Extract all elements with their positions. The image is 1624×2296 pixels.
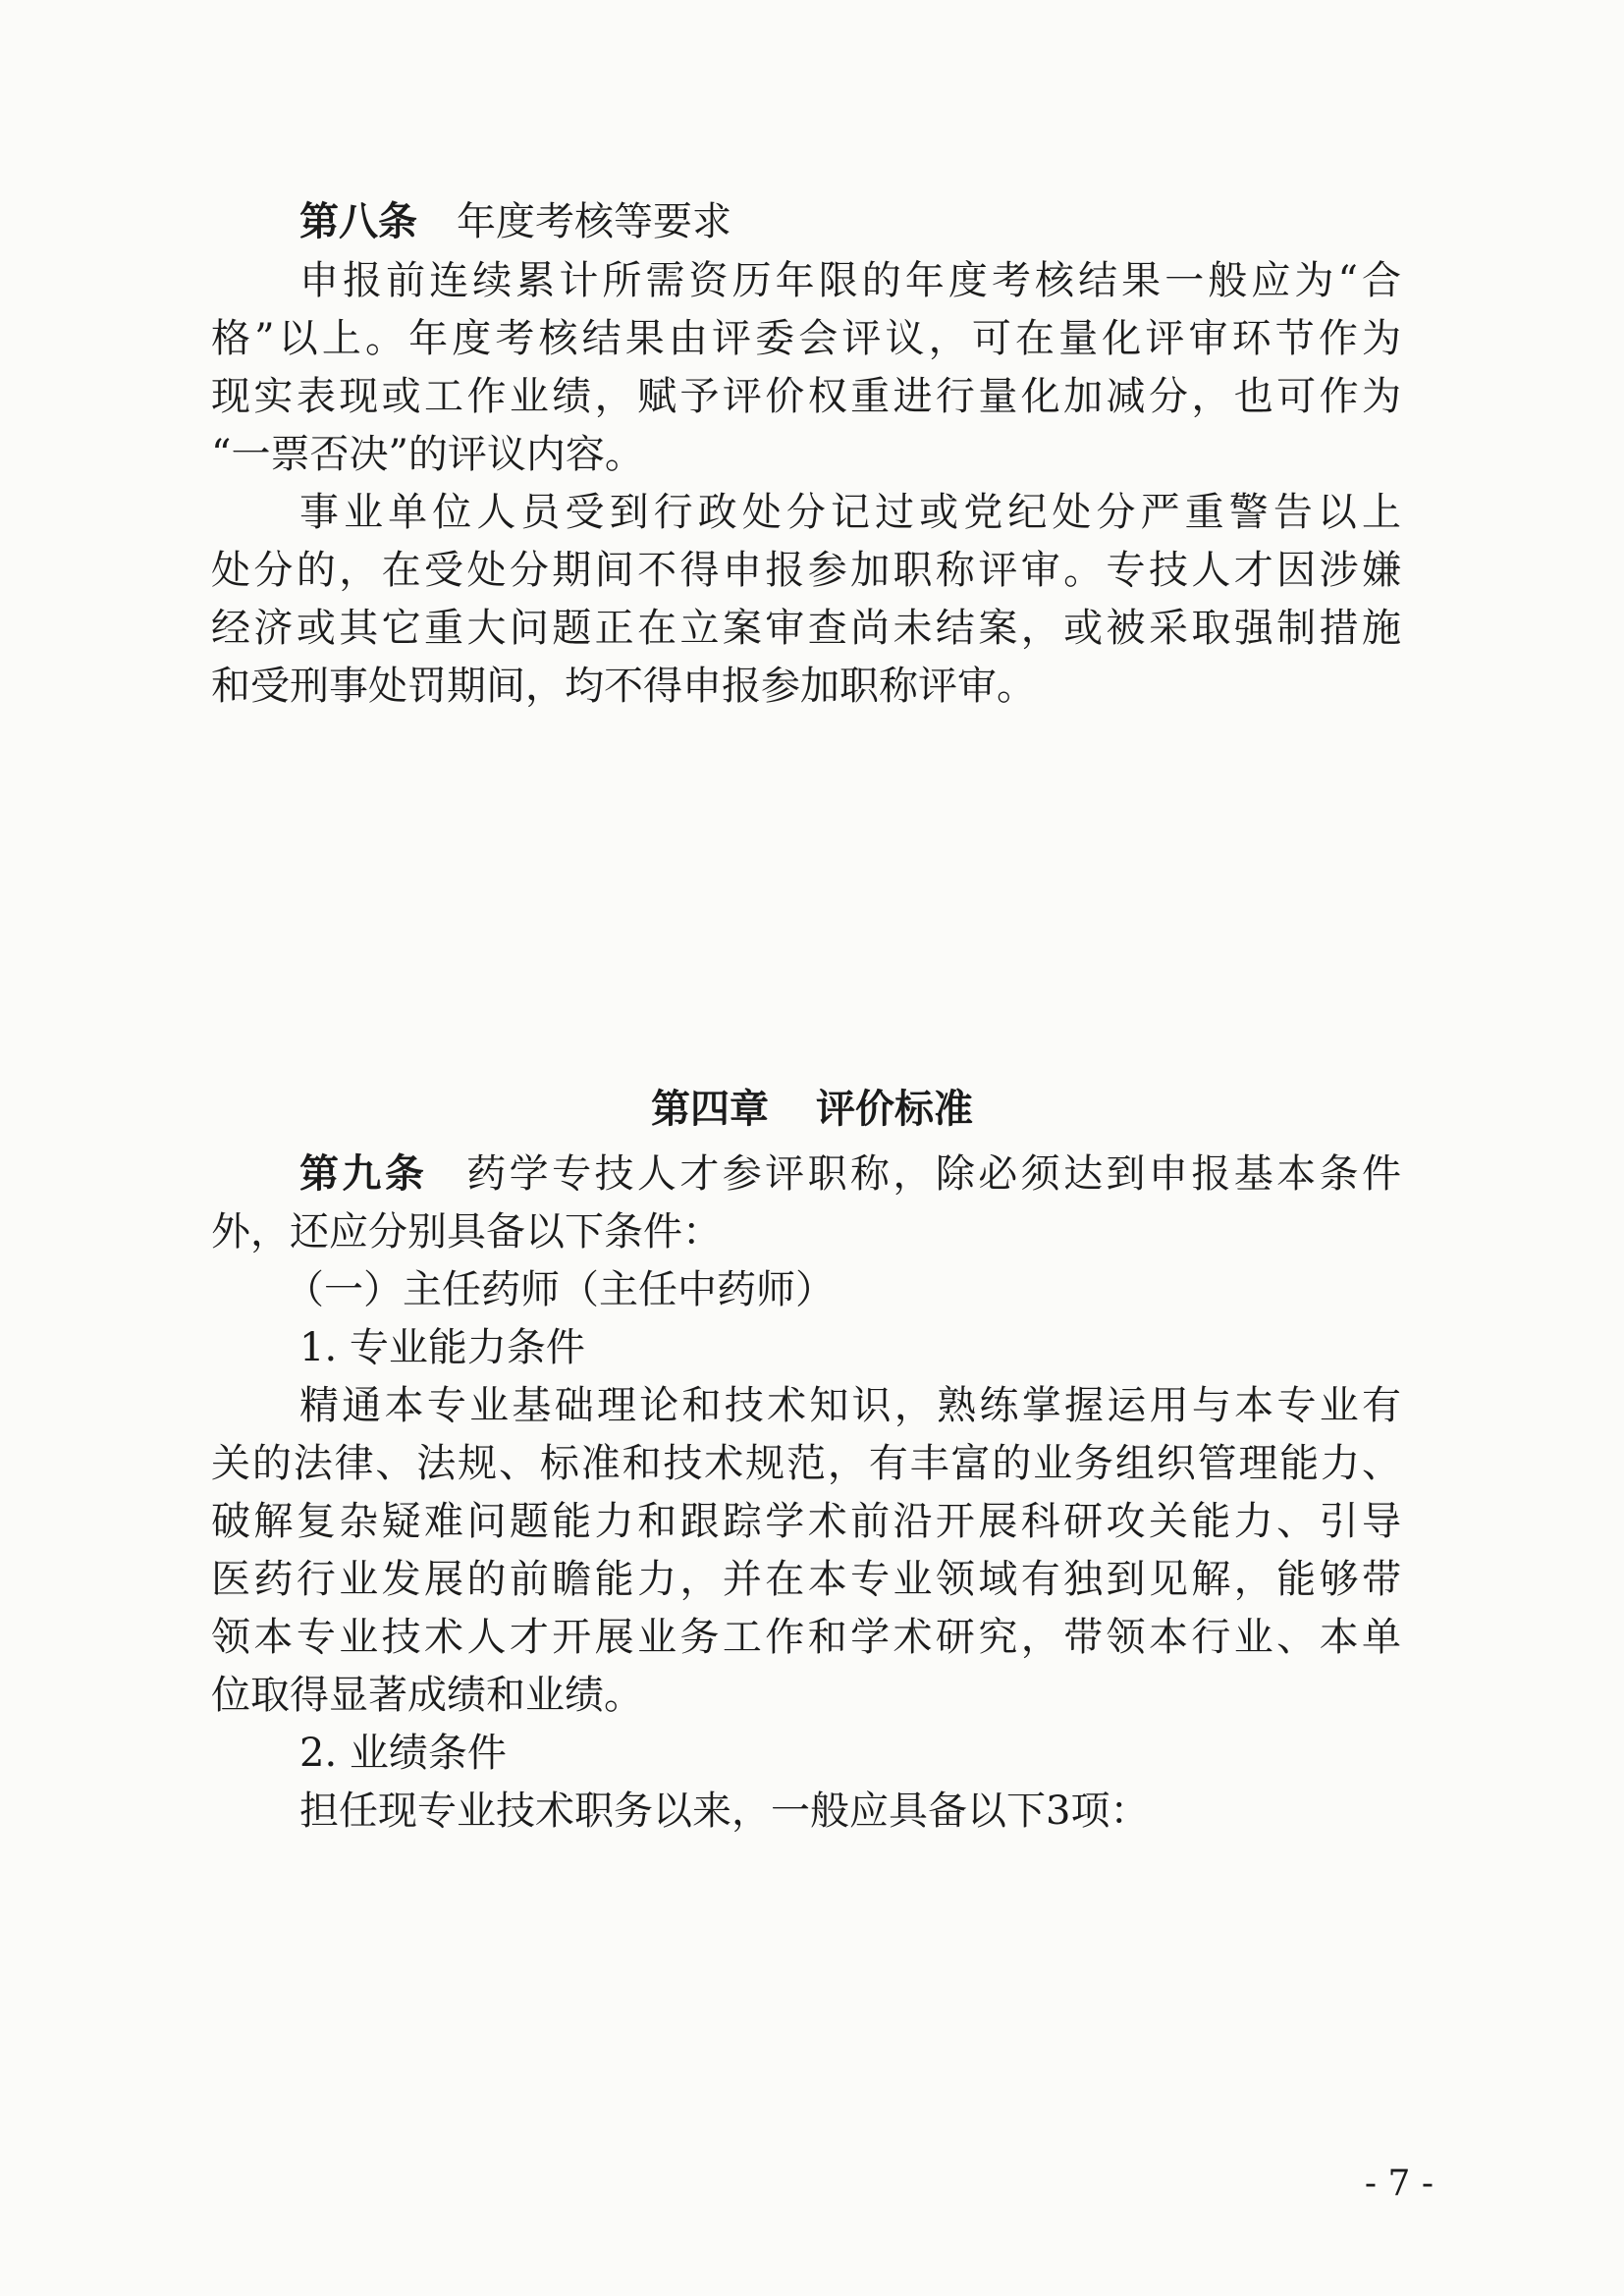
- chapter-heading: [0, 1082, 1624, 1137]
- paragraph-line: 格”以上。年度考核结果由评委会评议，可在量化评审环节作为: [211, 316, 1401, 361]
- paragraph-line: 和受刑事处罚期间，均不得申报参加职称评审。: [211, 664, 1036, 709]
- article-9-label: 第九条: [299, 1151, 428, 1197]
- paragraph-line: 申报前连续累计所需资历年限的年度考核结果一般应为“合: [299, 258, 1401, 303]
- paragraph-line: 经济或其它重大问题正在立案审查尚未结案，或被采取强制措施: [211, 606, 1401, 651]
- paragraph-line: 外，还应分别具备以下条件：: [211, 1209, 722, 1255]
- article-8-heading: [299, 194, 1401, 249]
- performance-intro-line: 担任现专业技术职务以来，一般应具备以下3项：: [299, 1789, 1150, 1834]
- paragraph-line: 事业单位人员受到行政处分记过或党纪处分严重警告以上: [299, 490, 1401, 535]
- paragraph-line: 现实表现或工作业绩，赋予评价权重进行量化加减分，也可作为: [211, 374, 1401, 419]
- paragraph-line: 关的法律、法规、标准和技术规范，有丰富的业务组织管理能力、: [211, 1441, 1401, 1486]
- paragraph-line: 医药行业发展的前瞻能力，并在本专业领域有独到见解，能够带: [211, 1557, 1401, 1602]
- item-heading-professional-ability: 1. 专业能力条件: [299, 1325, 585, 1370]
- subsection-heading: （一）主任药师（主任中药师）: [285, 1267, 835, 1312]
- article-8-label: 第八条: [299, 199, 417, 244]
- page-number: - 7 -: [1364, 2163, 1434, 2204]
- chapter-number: 第四章: [651, 1087, 769, 1132]
- paragraph-line: 处分的，在受处分期间不得申报参加职称评审。专技人才因涉嫌: [211, 548, 1401, 593]
- paragraph-line: 精通本专业基础理论和技术知识，熟练掌握运用与本专业有: [299, 1383, 1401, 1428]
- paragraph-line: 破解复杂疑难问题能力和跟踪学术前沿开展科研攻关能力、引导: [211, 1499, 1401, 1544]
- item-heading-performance: 2. 业绩条件: [299, 1731, 507, 1776]
- article-9-line-1: 第九条 药学专技人才参评职称，除必须达到申报基本条件: [299, 1151, 1401, 1197]
- paragraph-line: “一票否决”的评议内容。: [211, 432, 644, 477]
- paragraph-line: 领本专业技术人才开展业务工作和学术研究，带领本行业、本单: [211, 1615, 1401, 1660]
- paragraph-line: 位取得显著成绩和业绩。: [211, 1673, 643, 1718]
- article-8-title: 年度考核等要求: [457, 199, 731, 244]
- chapter-title: 评价标准: [816, 1087, 973, 1132]
